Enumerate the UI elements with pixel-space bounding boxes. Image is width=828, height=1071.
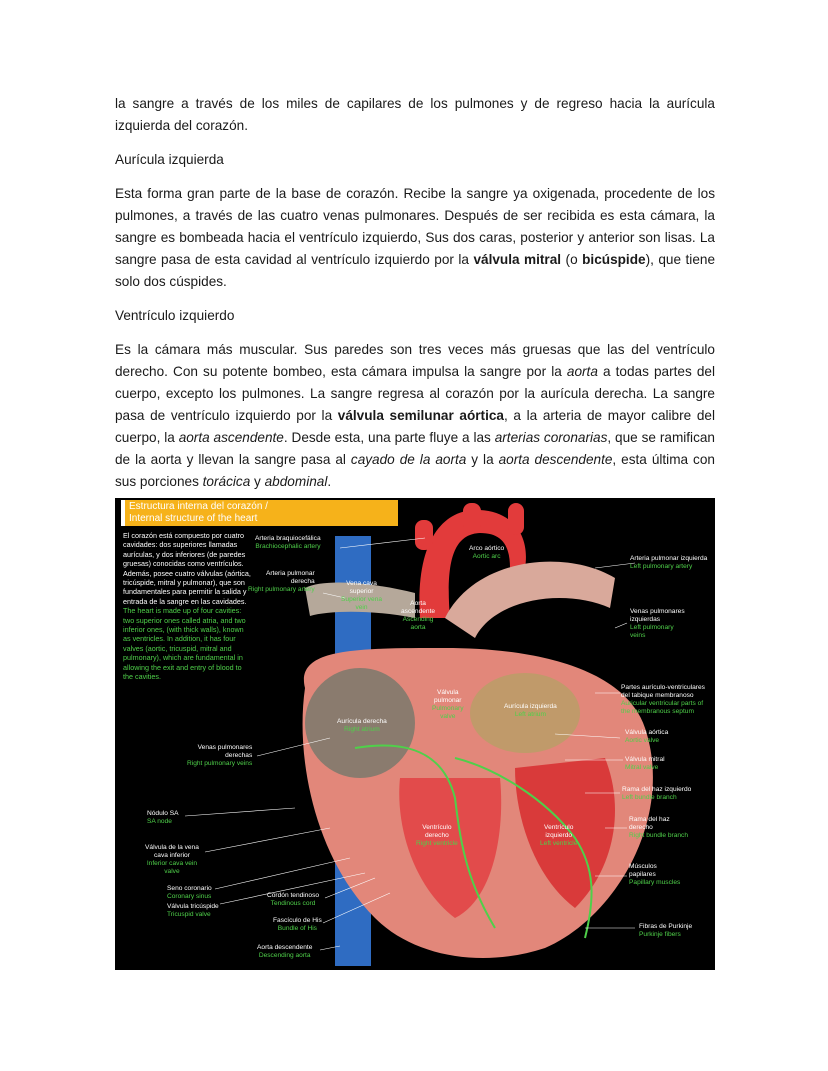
label-coronary-sinus: Seno coronario Coronary sinus (167, 885, 212, 900)
carotid-shape (463, 503, 481, 533)
intro-es: El corazón está compuesto por cuatro cavidades: dos superiores llamadas aurículas, y dos inferiores (de paredes gruesas) conocidas como ventrículos. Además, posee cuatro válvulas (aórtica, tricúspide, mitral y pulmonar), que son fundamentales para permitir la salida y entrada de la sangre en las cavidades. (123, 531, 251, 606)
title-bar-accent (121, 500, 125, 526)
label-descending-aorta: Aorta descendente Descending aorta (257, 944, 313, 959)
document-body (115, 93, 715, 505)
paragraph-ventriculo-izquierdo: Es la cámara más muscular. Sus paredes son tres veces más gruesas que las del ventrículo derecho. Con su potente bombeo, esta cámara impulsa la sangre por la aorta a todas partes del cuerpo, excepto los pulmones. La sangre regresa al corazón por la aurícula derecha. La sangre pasa de ventrículo izquierdo por la válvula semilunar aórtica, a la arteria de mayor calibre del cuerpo, la aorta ascendente. Desde esta, una parte fluye a las arterias coronarias, que se ramifican de la aorta y llevan la sangre pasa al cayado de la aorta y la aorta descendente, esta última con sus porciones torácica y abdominal. (115, 342, 716, 489)
label-tendinous-cord: Cordón tendinoso Tendinous cord (267, 892, 320, 907)
label-aortic-arch: Arco aórtico Aortic arc (469, 545, 505, 560)
figure-title-es: Estructura interna del corazón / (129, 501, 268, 512)
subclavian-shape (508, 503, 524, 535)
label-inferior-cava-valve: Válvula de la vena cava inferior Inferior cava vein valve (145, 844, 199, 875)
label-pulmonary-valve: Válvula pulmonar Pulmonary valve (432, 689, 464, 720)
label-purkinje-fibers: Fibras de Purkinje Purkinje fibers (639, 923, 693, 938)
label-right-pulmonary-artery: Arteria pulmonar derecha Right pulmonary artery (248, 570, 315, 593)
label-aortic-valve: Válvula aórtica Aortic valve (625, 729, 669, 744)
label-right-ventricle: Ventrículo derecho Right ventricle (416, 824, 458, 847)
label-mitral-valve: Válvula mitral Mitral valve (625, 756, 665, 771)
label-right-pulmonary-veins: Venas pulmonares derechas Right pulmonary veins (187, 744, 253, 767)
figure-title-banner (121, 500, 398, 526)
intro-en: The heart is made up of four cavities: two superior ones called atria, and two inferior ones, (with thick walls), known as ventricles. In addition, it has four valves (aortic, tricuspid, mitral and pulmonary), which are fundamental in allowing the exit and entry of blood to the cavities. (123, 606, 246, 682)
label-right-atrium: Aurícula derecha Right atrium (337, 718, 387, 733)
label-left-ventricle: Ventrículo izquierdo Left ventricle (540, 824, 578, 847)
label-tricuspid-valve: Válvula tricúspide Tricuspid valve (167, 903, 219, 918)
label-membranous-septum: Partes aurículo-ventriculares del tabique membranoso Auricular ventricular parts of the membranous septum (621, 684, 705, 715)
label-right-bundle-branch: Rama del haz derecho Right bundle branch (629, 816, 689, 839)
label-ascending-aorta: Aorta ascendente Ascending aorta (401, 600, 436, 631)
paragraph-auricula-izquierda: Esta forma gran parte de la base de corazón. Recibe la sangre ya oxigenada, procedente de los pulmones, a través de las cuatro venas pulmonares. Después de ser recibida es esta cámara, la sangre es bombeada hacia el ventrículo izquierdo, Sus dos caras, posterior y anterior son lisas. La sangre pasa de esta cavidad al ventrículo izquierdo por la válvula mitral (o bicúspide), que tiene solo dos cúspides. (115, 186, 716, 289)
label-bundle-of-his: Fascículo de His Bundle of His (273, 917, 322, 932)
figure-intro (123, 531, 253, 682)
label-left-pulmonary-veins: Venas pulmonares izquierdas Left pulmonary veins (630, 608, 685, 639)
paragraph-intro: la sangre a través de los miles de capilares de los pulmones y de regreso hacia la aurícula izquierda del corazón. (115, 96, 715, 133)
heading-ventriculo-izquierdo: Ventrículo izquierdo (115, 308, 235, 323)
label-left-atrium: Aurícula izquierda Left atrium (504, 703, 557, 718)
label-left-pulmonary-artery: Arteria pulmonar izquierda Left pulmonary artery (630, 555, 708, 570)
label-sa-node: Nódulo SA SA node (147, 810, 179, 825)
left-pulmonary-artery-shape (445, 562, 615, 638)
label-superior-vena-cava: Vena cava superior Superior vena vein (341, 580, 383, 611)
heart-figure (115, 498, 715, 970)
figure-title-en: Internal structure of the heart (129, 513, 258, 524)
brachiocephalic-shape (415, 520, 433, 550)
heading-auricula-izquierda: Aurícula izquierda (115, 152, 224, 167)
label-brachiocephalic: Arteria braquiocefálica Brachiocephalic artery (255, 535, 321, 550)
label-left-bundle-branch: Rama del haz izquierdo Left bundle branch (622, 786, 692, 801)
label-papillary-muscles: Músculos papilares Papillary muscles (629, 863, 681, 886)
